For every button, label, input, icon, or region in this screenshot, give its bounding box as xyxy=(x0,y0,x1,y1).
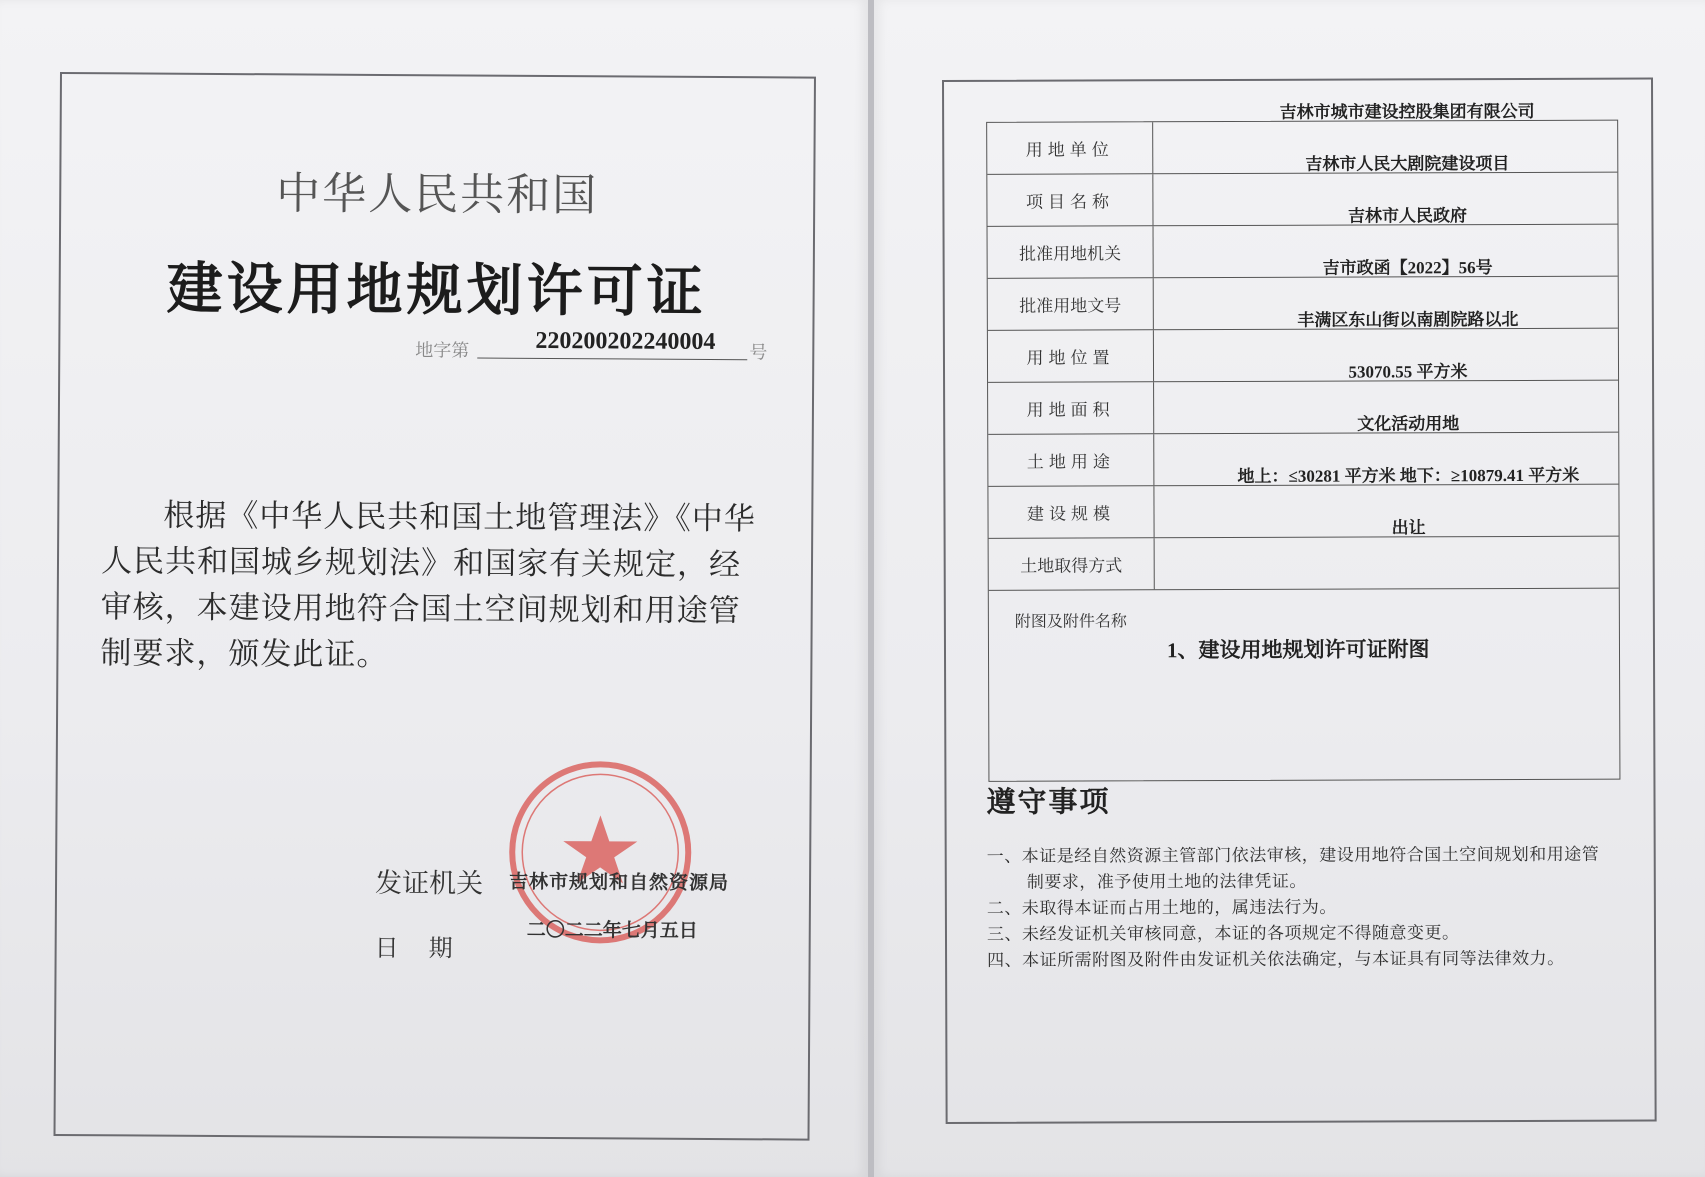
row-label: 用地位置 xyxy=(988,330,1154,382)
row-label: 土地取得方式 xyxy=(989,538,1155,590)
rules-title: 遵守事项 xyxy=(986,784,1111,819)
issue-date: 二〇二二年七月五日 xyxy=(526,918,698,942)
info-table xyxy=(986,101,1620,782)
number-value: 220200202240004 xyxy=(535,327,716,356)
row-label: 项目名称 xyxy=(987,174,1153,226)
row-value: 出让 xyxy=(1391,518,1426,538)
row-value: 吉市政函【2022】56号 xyxy=(1322,258,1493,278)
number-prefix: 地字第 xyxy=(415,340,470,362)
rule-item: 一、本证是经自然资源主管部门依法审核，建设用地符合国土空间规划和用途管制要求，准予使用土地的法律凭证。 xyxy=(986,844,1600,893)
row-value: 丰满区东山街以南剧院路以北 xyxy=(1297,309,1519,330)
certificate-number xyxy=(415,324,795,366)
attachment-label: 附图及附件名称 xyxy=(1014,611,1127,631)
row-label: 土地用途 xyxy=(988,434,1154,486)
issuer-value: 吉林市规划和自然资源局 xyxy=(508,870,730,895)
rules-list xyxy=(987,842,1607,974)
attachment-section xyxy=(989,589,1620,781)
number-suffix: 号 xyxy=(749,342,768,364)
left-page-frame xyxy=(54,72,816,1141)
rule-item: 二、未取得本证而占用土地的，属违法行为。 xyxy=(986,897,1337,919)
certificate-body xyxy=(100,492,761,680)
row-value: 文化活动用地 xyxy=(1357,414,1460,434)
issuer-label: 发证机关 xyxy=(374,867,484,900)
row-value: 53070.55 平方米 xyxy=(1348,362,1468,382)
date-label: 日期 xyxy=(374,933,483,963)
rule-item: 三、未经发证机关审核同意，本证的各项规定不得随意变更。 xyxy=(986,923,1460,945)
row-value: 吉林市人民政府 xyxy=(1347,206,1468,226)
right-page xyxy=(874,0,1705,1177)
row-label: 批准用地文号 xyxy=(988,278,1154,330)
right-page-frame xyxy=(942,78,1657,1124)
table-row xyxy=(989,518,1619,591)
row-label: 建设规模 xyxy=(988,486,1154,538)
row-value: 地上：≤30281 平方米 地下：≥10879.41 平方米 xyxy=(1237,465,1580,486)
rule-item: 四、本证所需附图及附件由发证机关依法确定，与本证具有同等法律效力。 xyxy=(987,948,1565,971)
row-label: 批准用地机关 xyxy=(988,226,1154,278)
row-label: 用地面积 xyxy=(988,382,1154,434)
attachment-item: 1、建设用地规划许可证附图 xyxy=(1166,637,1430,663)
row-value: 吉林市城市建设控股集团有限公司 xyxy=(1279,101,1535,122)
certificate-title: 建设用地规划许可证 xyxy=(166,256,707,325)
country-name: 中华人民共和国 xyxy=(276,168,599,222)
row-label: 用地单位 xyxy=(987,122,1153,174)
body-paragraph: 根据《中华人民共和国土地管理法》《中华人民共和国城乡规划法》和国家有关规定，经审核，本建设用地符合国土空间规划和用途管制要求，颁发此证。 xyxy=(100,497,756,674)
number-underline xyxy=(477,358,747,361)
row-value: 吉林市人民大剧院建设项目 xyxy=(1305,154,1510,174)
